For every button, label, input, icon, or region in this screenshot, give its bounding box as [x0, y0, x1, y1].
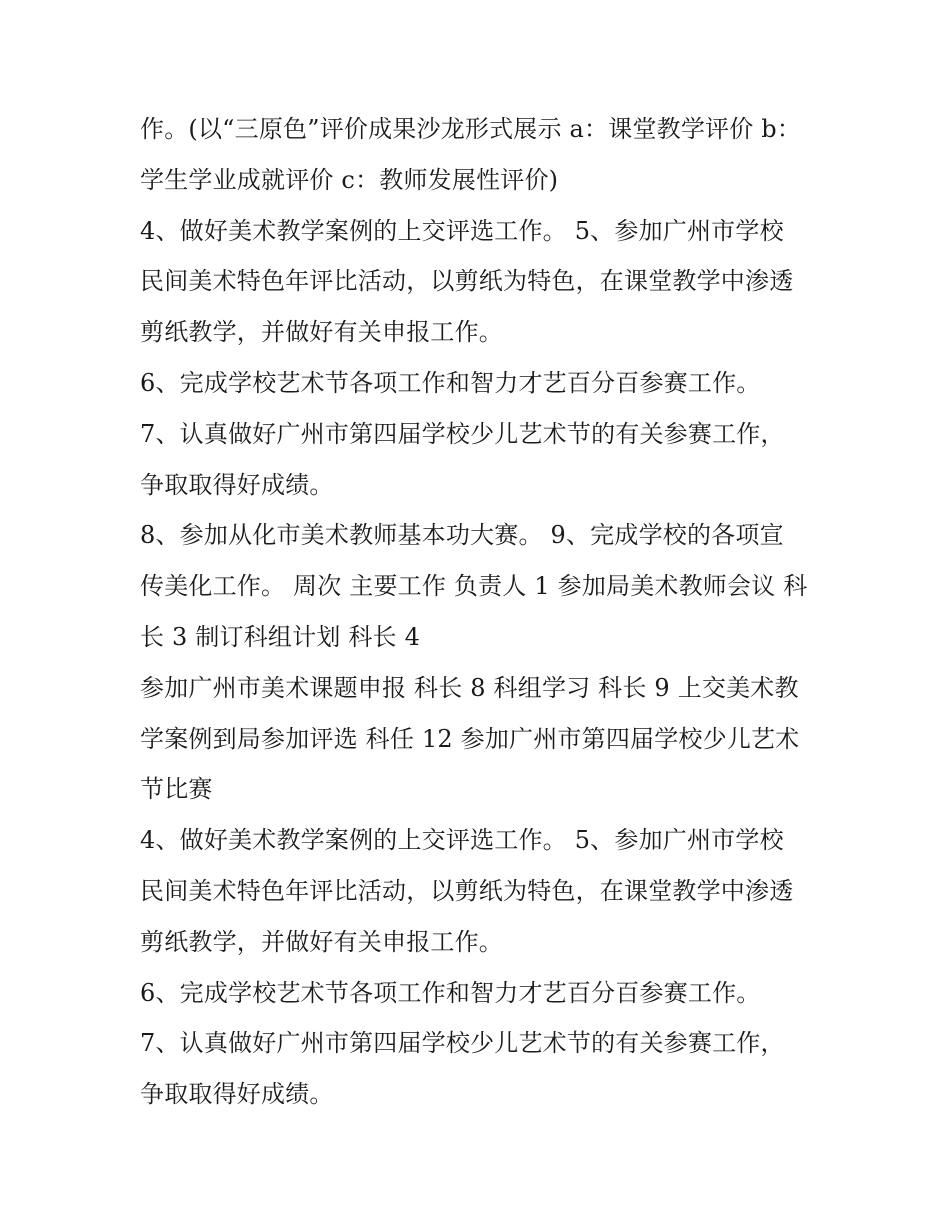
- text-line: 争取取得好成绩。: [140, 470, 334, 499]
- text-line: 民间美术特色年评比活动，以剪纸为特色，在课堂教学中渗透: [140, 876, 794, 905]
- text-line: 7、认真做好广州市第四届学校少儿艺术节的有关参赛工作，: [140, 419, 785, 448]
- text-line: 长 3 制订科组计划 科长 4: [140, 622, 421, 651]
- text-line: 争取取得好成绩。: [140, 1080, 334, 1109]
- text-line: 民间美术特色年评比活动，以剪纸为特色，在课堂教学中渗透: [140, 267, 794, 296]
- text-line: 学案例到局参加评选 科任 12 参加广州市第四届学校少儿艺术: [140, 724, 800, 753]
- text-line: 节比赛: [140, 775, 213, 804]
- text-line: 6、完成学校艺术节各项工作和智力才艺百分百参赛工作。: [140, 368, 761, 397]
- text-line: 7、认真做好广州市第四届学校少儿艺术节的有关参赛工作，: [140, 1029, 785, 1058]
- text-line: 8、参加从化市美术教师基本功大赛。 9、完成学校的各项宣: [140, 521, 784, 550]
- text-line: 学生学业成就评价 c：教师发展性评价): [140, 165, 559, 194]
- text-line: 6、完成学校艺术节各项工作和智力才艺百分百参赛工作。: [140, 978, 761, 1007]
- text-line: 剪纸教学，并做好有关申报工作。: [140, 927, 503, 956]
- document-body: [140, 104, 820, 1120]
- text-line: 作。(以“三原色”评价成果沙龙形式展示 a：课堂教学评价 b：: [140, 115, 802, 143]
- text-line: 4、做好美术教学案例的上交评选工作。 5、参加广州市学校: [140, 826, 784, 855]
- text-line: 剪纸教学，并做好有关申报工作。: [140, 318, 503, 347]
- text-line: 参加广州市美术课题申报 科长 8 科组学习 科长 9 上交美术教: [140, 673, 799, 702]
- text-line: 传美化工作。 周次 主要工作 负责人 1 参加局美术教师会议 科: [140, 572, 808, 601]
- text-line: 4、做好美术教学案例的上交评选工作。 5、参加广州市学校: [140, 216, 784, 245]
